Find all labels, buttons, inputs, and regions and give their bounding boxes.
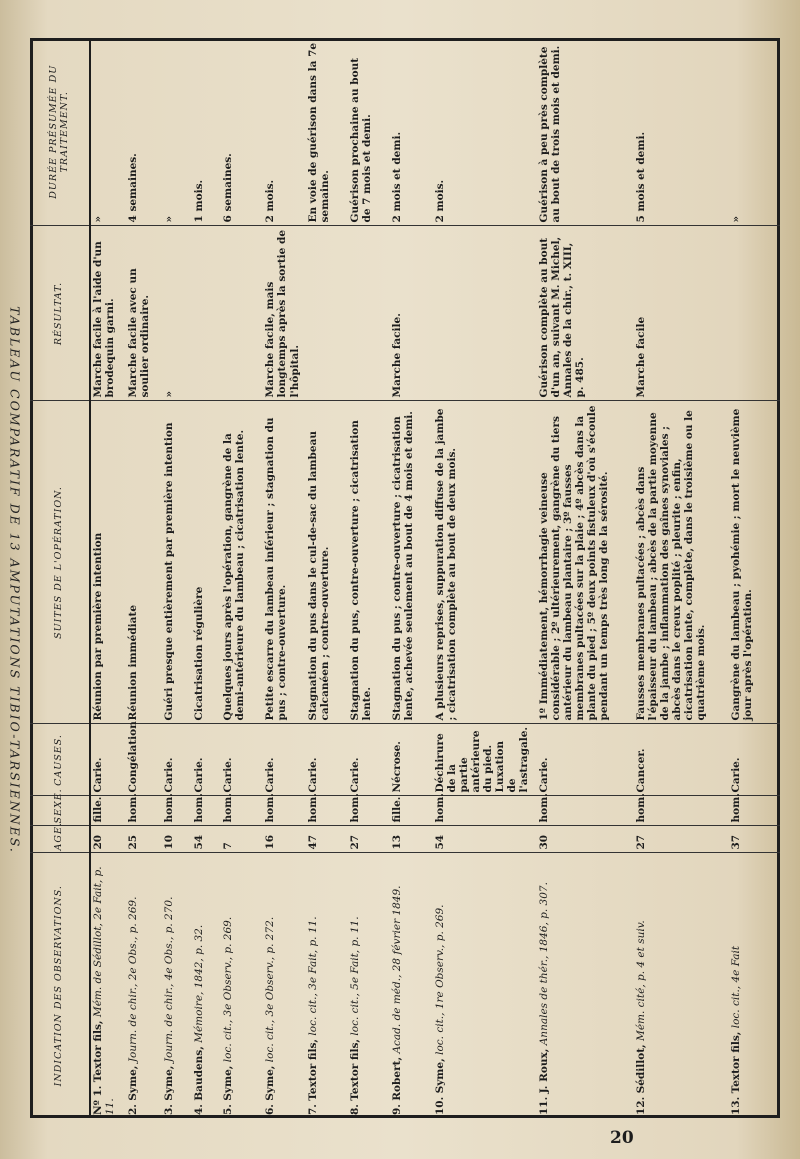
author: Robert,: [391, 1056, 404, 1101]
duree-cell: »: [729, 38, 780, 226]
cause-cell: Carie.: [221, 724, 263, 796]
resultat-cell: [433, 226, 537, 401]
sexe-cell: hom.: [306, 796, 348, 826]
amputations-table: [30, 38, 780, 1118]
cause-cell: Carie.: [263, 724, 305, 796]
suites-cell: Stagnation du pus, contre-ouverture ; cicatrisation lente.: [348, 401, 390, 724]
suites-cell: A plusieurs reprises, suppuration diffuse de la jambe ; cicatrisation complète au bout de deux mois.: [433, 401, 537, 724]
author: Textor fils,: [730, 1031, 743, 1094]
author: Syme,: [433, 1058, 446, 1094]
sexe-cell: hom.: [263, 796, 305, 826]
page-number: 20: [610, 1128, 634, 1148]
observation-cell: [537, 853, 634, 1118]
resultat-cell: »: [162, 226, 192, 401]
duree-cell: 2 mois et demi.: [390, 38, 432, 226]
row-number: Nº 1.: [92, 1085, 104, 1115]
sexe-cell: hom.: [348, 796, 390, 826]
table-row: [126, 38, 162, 1118]
age-cell: 37: [729, 826, 780, 853]
resultat-cell: Marche facile.: [390, 226, 432, 401]
resultat-cell: Guérison complète au bout d'un an, suivant M. Michel, Annales de la chir., t. XIII, p. 485.: [537, 226, 634, 401]
row-number: 13.: [730, 1096, 743, 1115]
table-header-row: [30, 38, 90, 1118]
cause-cell: Carie.: [348, 724, 390, 796]
age-cell: 54: [433, 826, 537, 853]
observation-cell: [433, 853, 537, 1118]
age-cell: 27: [634, 826, 729, 853]
source: Annales de thér., 1846, p. 307.: [537, 882, 550, 1046]
source: loc. cit., 4e Fait: [730, 945, 743, 1029]
source: Journ. de chir., 2e Obs., p. 269.: [126, 896, 139, 1063]
cause-cell: Cancer.: [634, 724, 729, 796]
cause-cell: Carie.: [162, 724, 192, 796]
author: Syme,: [126, 1065, 139, 1101]
source: Journ. de chir., 4e Obs., p. 270.: [162, 896, 175, 1063]
rotated-table-container: [30, 38, 780, 1118]
cause-cell: Carie.: [729, 724, 780, 796]
source: loc. cit., 3e Observ., p. 269.: [222, 916, 235, 1063]
row-number: 4.: [192, 1104, 205, 1115]
col-sexe-header: SEXE.: [30, 796, 90, 826]
sexe-cell: hom.: [537, 796, 634, 826]
resultat-cell: Marche facile: [634, 226, 729, 401]
suites-cell: Stagnation du pus ; contre-ouverture ; cicatrisation lente, achevée seulement au bout de 4 mois et demi.: [390, 401, 432, 724]
observation-cell: [390, 853, 432, 1118]
suites-cell: Stagnation du pus dans le cul-de-sac du lambeau calcanéen ; contre-ouverture.: [306, 401, 348, 724]
table-row: [221, 38, 263, 1118]
suites-cell: Fausses membranes pultacées ; abcès dans l'épaisseur du lambeau ; abcès de la partie moyenne de la jambe ; inflammation des gaînes synoviales ; abcès dans le creux poplité ; pleurite ; enfin, cicatrisation lente, complète, dans le troisième ou le quatrième mois.: [634, 401, 729, 724]
source: loc. cit., 5e Fait, p. 11.: [348, 916, 361, 1036]
suites-cell: Cicatrisation régulière: [192, 401, 222, 724]
observation-cell: [729, 853, 780, 1118]
duree-cell: En voie de guérison dans la 7e semaine.: [306, 38, 348, 226]
row-number: 10.: [433, 1096, 446, 1115]
sexe-cell: fille.: [90, 796, 126, 826]
cause-cell: Carie.: [537, 724, 634, 796]
duree-cell: »: [162, 38, 192, 226]
cause-cell: Carie.: [192, 724, 222, 796]
table-row: [306, 38, 348, 1118]
sexe-cell: hom.: [634, 796, 729, 826]
author: Syme,: [222, 1065, 235, 1101]
table-row: [90, 38, 126, 1118]
row-number: 2.: [126, 1104, 139, 1115]
age-cell: 47: [306, 826, 348, 853]
suites-cell: Gangrène du lambeau ; pyohémie ; mort le neuvième jour après l'opération.: [729, 401, 780, 724]
table-row: [729, 38, 780, 1118]
age-cell: 54: [192, 826, 222, 853]
suites-cell: Réunion immédiate: [126, 401, 162, 724]
sexe-cell: fille.: [390, 796, 432, 826]
duree-cell: Guérison prochaine au bout de 7 mois et demi.: [348, 38, 390, 226]
table-row: [348, 38, 390, 1118]
table-row: [390, 38, 432, 1118]
suites-cell: Guéri presque entièrement par première intention: [162, 401, 192, 724]
observation-cell: [348, 853, 390, 1118]
duree-cell: 4 semaines.: [126, 38, 162, 226]
resultat-cell: Marche facile, mais longtemps après la sortie de l'hôpital.: [263, 226, 305, 401]
author: Sédillot,: [635, 1044, 648, 1094]
duree-cell: 5 mois et demi.: [634, 38, 729, 226]
col-duree-header: DURÉE PRÉSUMÉE DU TRAITEMENT.: [30, 38, 90, 226]
row-number: 12.: [635, 1096, 648, 1115]
duree-cell: 2 mois.: [433, 38, 537, 226]
resultat-cell: [221, 226, 263, 401]
age-cell: 13: [390, 826, 432, 853]
col-causes-header: CAUSES.: [30, 724, 90, 796]
table-title: TABLEAU COMPARATIF DE 13 AMPUTATIONS TIBIO-TARSIENNES.: [7, 306, 23, 854]
sexe-cell: hom.: [433, 796, 537, 826]
duree-cell: »: [90, 38, 126, 226]
observation-cell: [126, 853, 162, 1118]
suites-cell: 1º Immédiatement, hémorrhagie veineuse considérable ; 2º ultérieurement, gangrène du tiers antérieur du lambeau plantaire ; 3º fausses membranes pultacées sur la plaie ; 4º abcès dans la plante du pied ; 5º deux points fistuleux d'où s'écoule pendant un temps très long de la sérosité.: [537, 401, 634, 724]
duree-cell: 1 mois.: [192, 38, 222, 226]
observation-cell: [192, 853, 222, 1118]
author: Textor fils,: [348, 1038, 361, 1101]
source: Acad. de méd., 28 février 1849.: [391, 885, 404, 1054]
author: Textor fils,: [92, 1020, 104, 1083]
source: loc. cit., 1re Observ., p. 269.: [433, 904, 446, 1055]
suites-cell: Réunion par première intention: [90, 401, 126, 724]
age-cell: 25: [126, 826, 162, 853]
resultat-cell: [729, 226, 780, 401]
cause-cell: Déchirure de la partie antérieure du pied. Luxation de l'astragale.: [433, 724, 537, 796]
cause-cell: Carie.: [90, 724, 126, 796]
observation-cell: [90, 853, 126, 1118]
col-indication-header: INDICATION DES OBSERVATIONS.: [30, 853, 90, 1118]
table-row: [433, 38, 537, 1118]
source: Mém. de Sédillot, 2e Fait, p. 11.: [92, 866, 117, 1115]
resultat-cell: [348, 226, 390, 401]
resultat-cell: Marche facile à l'aide d'un brodequin garni.: [90, 226, 126, 401]
source: loc. cit., 3e Observ., p. 272.: [264, 916, 277, 1063]
observation-cell: [221, 853, 263, 1118]
suites-cell: Petite escarre du lambeau inférieur ; stagnation du pus ; contre-ouverture.: [263, 401, 305, 724]
author: J. Roux,: [537, 1048, 550, 1094]
observation-cell: [263, 853, 305, 1118]
sexe-cell: hom.: [221, 796, 263, 826]
sexe-cell: hom.: [192, 796, 222, 826]
author: Baudens,: [192, 1046, 205, 1101]
resultat-cell: [192, 226, 222, 401]
age-cell: 10: [162, 826, 192, 853]
duree-cell: 6 semaines.: [221, 38, 263, 226]
row-number: 5.: [222, 1104, 235, 1115]
observation-cell: [162, 853, 192, 1118]
observation-cell: [634, 853, 729, 1118]
age-cell: 7: [221, 826, 263, 853]
source: loc. cit., 3e Fait, p. 11.: [306, 916, 319, 1036]
table-row: [263, 38, 305, 1118]
source: Mém. cité, p. 4 et suiv.: [635, 920, 648, 1041]
observation-cell: [306, 853, 348, 1118]
row-number: 9.: [391, 1104, 404, 1115]
col-suites-header: SUITES DE L'OPÉRATION.: [30, 401, 90, 724]
cause-cell: Carie.: [306, 724, 348, 796]
duree-cell: 2 mois.: [263, 38, 305, 226]
cause-cell: Nécrose.: [390, 724, 432, 796]
col-age-header: AGE.: [30, 826, 90, 853]
cause-cell: Congélation: [126, 724, 162, 796]
resultat-cell: [306, 226, 348, 401]
table-row: [537, 38, 634, 1118]
sexe-cell: hom.: [126, 796, 162, 826]
row-number: 3.: [162, 1104, 175, 1115]
duree-cell: Guérison à peu près complète au bout de trois mois et demi.: [537, 38, 634, 226]
row-number: 11.: [537, 1096, 550, 1115]
age-cell: 20: [90, 826, 126, 853]
table-row: [162, 38, 192, 1118]
age-cell: 27: [348, 826, 390, 853]
suites-cell: Quelques jours après l'opération, gangrène de la demi-antérieure du lambeau ; cicatrisation lente.: [221, 401, 263, 724]
author: Textor fils,: [306, 1038, 319, 1101]
author: Syme,: [162, 1065, 175, 1101]
row-number: 8.: [348, 1104, 361, 1115]
author: Syme,: [264, 1065, 277, 1101]
table-row: [192, 38, 222, 1118]
col-resultat-header: RÉSULTAT.: [30, 226, 90, 401]
source: Mémoire, 1842, p. 32.: [192, 924, 205, 1043]
row-number: 6.: [264, 1104, 277, 1115]
resultat-cell: Marche facile avec un soulier ordinaire.: [126, 226, 162, 401]
sexe-cell: hom.: [162, 796, 192, 826]
sexe-cell: hom.: [729, 796, 780, 826]
age-cell: 30: [537, 826, 634, 853]
age-cell: 16: [263, 826, 305, 853]
row-number: 7.: [306, 1104, 319, 1115]
table-row: [634, 38, 729, 1118]
